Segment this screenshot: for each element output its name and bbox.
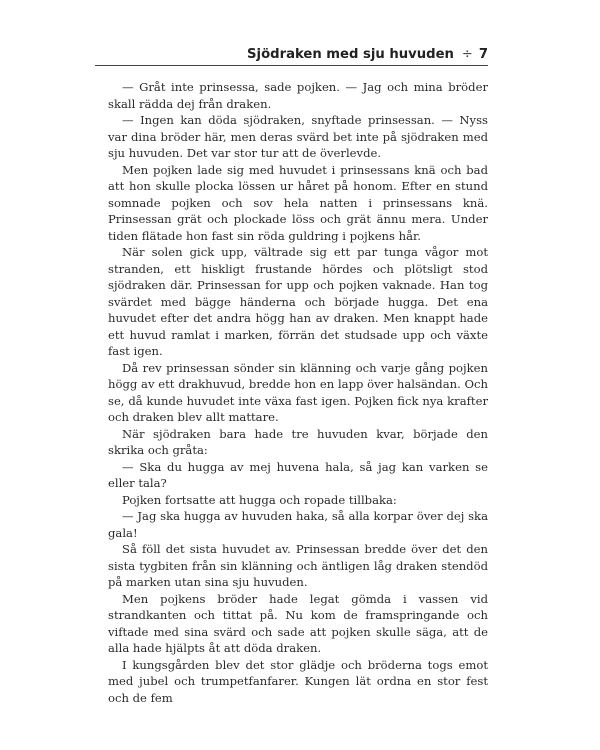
paragraph: Pojken fortsatte att hugga och ropade tillbaka: (122, 492, 397, 507)
paragraph: — Jag ska hugga av huvuden haka, så alla korpar över dej ska gala! (108, 509, 488, 540)
divider-ornament-icon: ÷ (461, 47, 473, 62)
paragraph: När solen gick upp, vältrade sig ett par tunga vågor mot stranden, ett hiskligt frustande hördes och plötsligt stod sjödraken där. Prinsessan for upp och pojken vaknade. Han tog svärdet med bägge händerna och började hugga. Det ena huvudet efter det andra högg han av draken. Men knappt hade ett huvud ramlat i marken, förrän det studsade upp och växte fast igen. (108, 245, 488, 358)
paragraph: — Ska du hugga av mej huvena hala, så jag kan varken se eller tala? (108, 459, 488, 490)
running-header (95, 44, 488, 66)
paragraph: Så föll det sista huvudet av. Prinsessan bredde över det den sista tygbiten från sin klänning och äntligen låg draken stendöd på marken utan sina sju huvuden. (108, 542, 488, 589)
body-text (108, 79, 488, 706)
chapter-title: Sjödraken med sju huvuden (247, 47, 454, 62)
paragraph: — Ingen kan döda sjödraken, snyftade prinsessan. — Nyss var dina bröder här, men deras svärd bet inte på sjödraken med sju huvuden. Det var stor tur att de överlevde. (108, 113, 488, 160)
paragraph: Men pojken lade sig med huvudet i prinsessans knä och bad att hon skulle plocka lössen ur håret på honom. Efter en stund somnade pojken och sov hela natten i prinsessans knä. Prinsessan grät och plockade löss och grät ännu mera. Under tiden flätade hon fast sin röda guldring i pojkens hår. (108, 162, 488, 243)
page-number: 7 (478, 47, 488, 62)
paragraph: När sjödraken bara hade tre huvuden kvar, började den skrika och gråta: (108, 426, 488, 457)
paragraph: — Gråt inte prinsessa, sade pojken. — Jag och mina bröder skall rädda dej från draken. (108, 80, 488, 111)
paragraph: Men pojkens bröder hade legat gömda i vassen vid strandkanten och tittat på. Nu kom de framspringande och viftade med sina svärd och sade att pojken skulle säga, att de alla hade hjälpts åt att döda draken. (108, 591, 488, 655)
paragraph: I kungsgården blev det stor glädje och bröderna togs emot med jubel och trumpetfanfarer. Kungen lät ordna en stor fest och de fem (108, 657, 488, 705)
paragraph: Då rev prinsessan sönder sin klänning och varje gång pojken högg av ett drakhuvud, bredde hon en lapp över halsändan. Och se, då kunde huvudet inte växa fast igen. Pojken fick nya krafter och draken blev allt mattare. (108, 360, 488, 424)
